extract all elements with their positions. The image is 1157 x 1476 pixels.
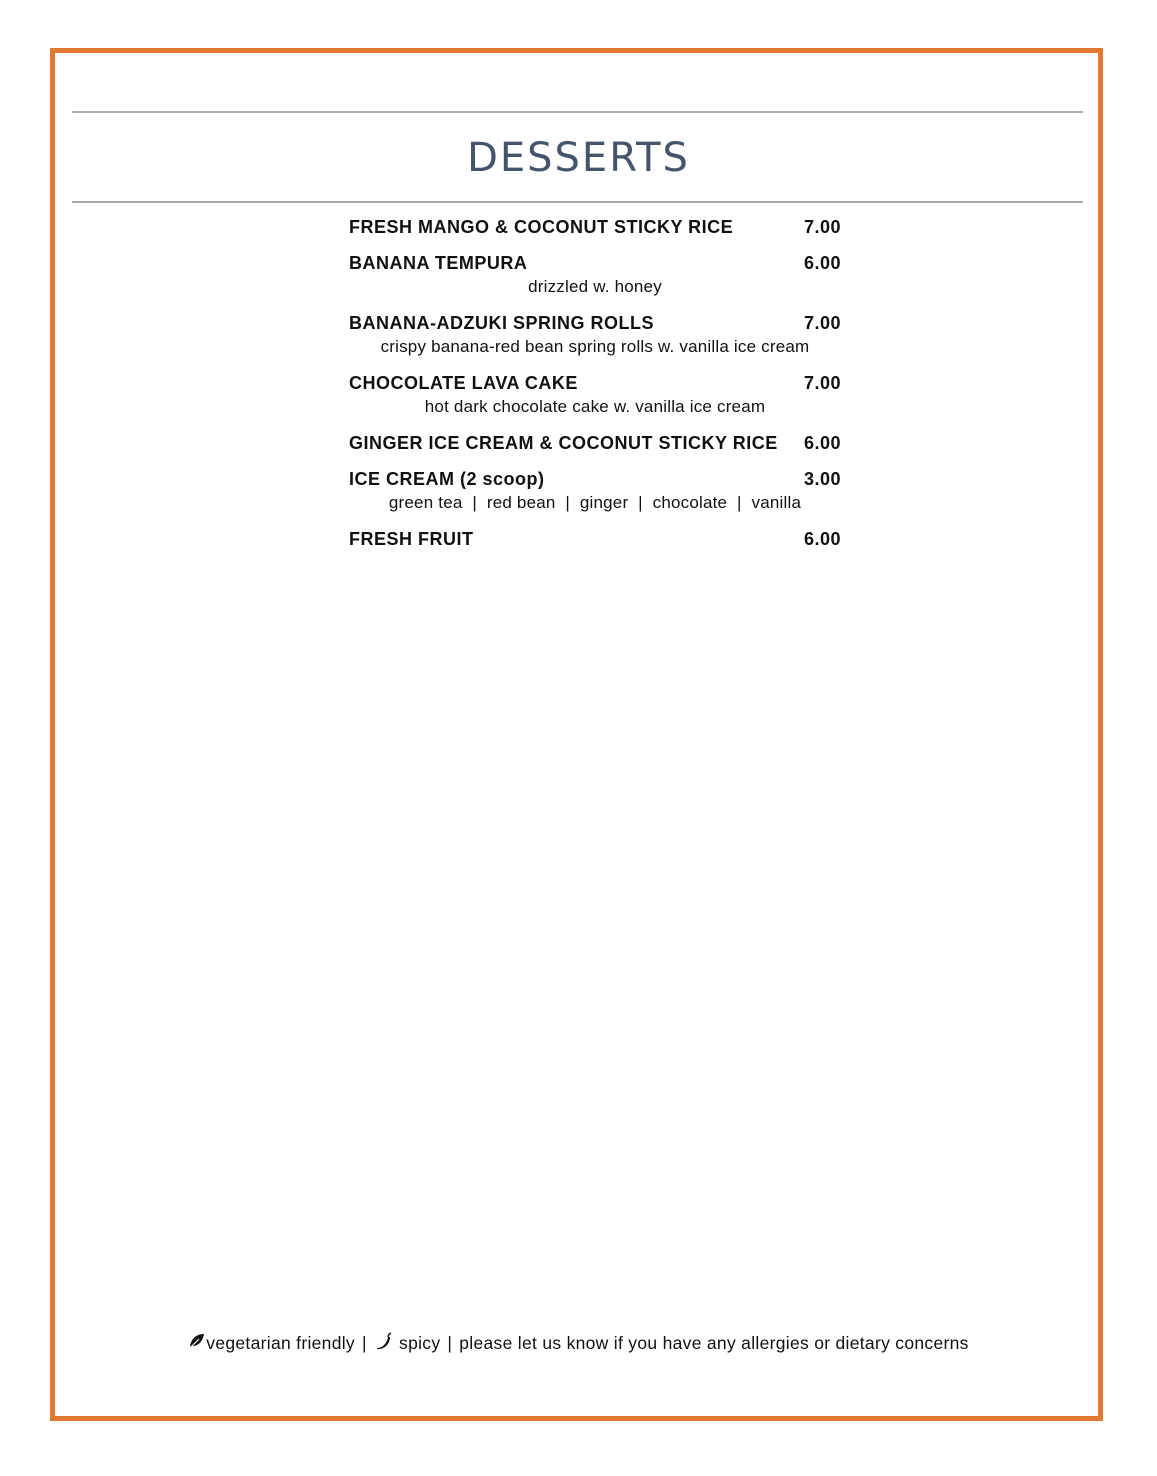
dessert-menu-list	[349, 215, 841, 563]
separator: |	[361, 1333, 367, 1353]
menu-item-name: BANANA-ADZUKI SPRING ROLLS	[349, 313, 654, 333]
menu-item-name: CHOCOLATE LAVA CAKE	[349, 373, 578, 393]
menu-item-price: 7.00	[803, 217, 841, 237]
menu-item-price: 6.00	[803, 253, 841, 273]
title-bottom-rule	[72, 201, 1083, 203]
leaf-icon	[188, 1331, 206, 1357]
menu-item	[349, 311, 841, 359]
menu-item-price: 7.00	[803, 373, 841, 393]
menu-item	[349, 431, 841, 455]
menu-item-name: FRESH FRUIT	[349, 529, 474, 549]
menu-item-price: 6.00	[803, 529, 841, 549]
title-top-rule	[72, 111, 1083, 113]
menu-item-price: 7.00	[803, 313, 841, 333]
spicy-label: spicy	[399, 1333, 441, 1353]
page-title: DESSERTS	[467, 135, 690, 181]
menu-item	[349, 371, 841, 419]
chili-pepper-icon	[374, 1331, 394, 1357]
menu-item-name: GINGER ICE CREAM & COCONUT STICKY RICE	[349, 433, 778, 453]
separator: |	[447, 1333, 453, 1353]
menu-item-description: drizzled w. honey	[528, 277, 662, 296]
allergy-note: please let us know if you have any allergies or dietary concerns	[459, 1333, 969, 1353]
menu-item-price: 6.00	[803, 433, 841, 453]
menu-item-name: BANANA TEMPURA	[349, 253, 528, 273]
menu-item-name: ICE CREAM (2 scoop)	[349, 469, 545, 489]
footer-legend	[0, 1330, 1157, 1357]
menu-item	[349, 527, 841, 551]
menu-item-description: hot dark chocolate cake w. vanilla ice cream	[424, 397, 766, 416]
menu-item	[349, 251, 841, 299]
menu-item-price: 3.00	[803, 469, 841, 489]
vegetarian-label: vegetarian friendly	[206, 1333, 355, 1353]
menu-item	[349, 467, 841, 515]
menu-item-description: crispy banana-red bean spring rolls w. vanilla ice cream	[380, 337, 810, 356]
menu-item	[349, 215, 841, 239]
menu-item-name: FRESH MANGO & COCONUT STICKY RICE	[349, 217, 734, 237]
menu-item-description: green tea | red bean | ginger | chocolate | vanilla	[388, 493, 802, 512]
